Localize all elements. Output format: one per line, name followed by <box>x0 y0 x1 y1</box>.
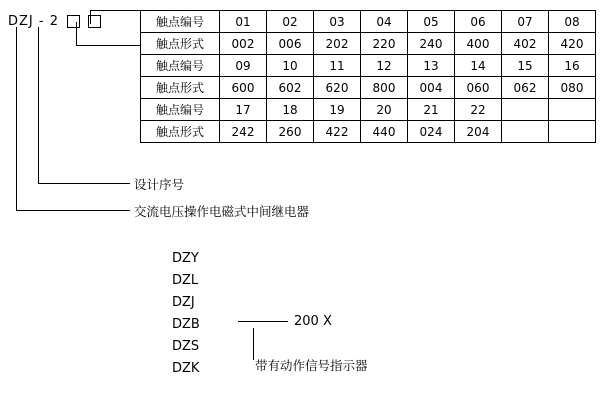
table-cell: 402 <box>502 33 549 55</box>
table-cell: 400 <box>455 33 502 55</box>
table-cell: 13 <box>408 55 455 77</box>
series-suffix: 200 X <box>294 314 332 329</box>
model-code-dash: - <box>38 14 45 29</box>
leader-line-relay-vertical <box>16 27 17 210</box>
series-item-dzj: DZJ <box>172 295 195 310</box>
row-label: 触点编号 <box>141 11 220 33</box>
model-code-prefix: DZJ <box>8 14 34 29</box>
table-cell: 14 <box>455 55 502 77</box>
leader-line-design-horizontal <box>38 183 130 184</box>
table-cell: 04 <box>361 11 408 33</box>
leader-line-box2-vertical <box>90 10 91 24</box>
leader-label-design-number: 设计序号 <box>134 177 185 192</box>
table-cell: 240 <box>408 33 455 55</box>
table-cell: 10 <box>267 55 314 77</box>
table-cell: 620 <box>314 77 361 99</box>
table-cell: 080 <box>549 77 596 99</box>
leader-line-design-vertical <box>38 27 39 183</box>
leader-line-box2-horizontal <box>90 10 140 11</box>
table-cell: 062 <box>502 77 549 99</box>
table-row <box>141 33 596 55</box>
table-cell: 05 <box>408 11 455 33</box>
table-cell: 06 <box>455 11 502 33</box>
table-cell: 242 <box>220 121 267 143</box>
table-cell: 440 <box>361 121 408 143</box>
model-code-box-1 <box>67 15 80 28</box>
row-label: 触点形式 <box>141 77 220 99</box>
table-row <box>141 99 596 121</box>
series-connector-line <box>238 321 288 322</box>
table-row <box>141 121 596 143</box>
table-cell: 006 <box>267 33 314 55</box>
table-cell: 800 <box>361 77 408 99</box>
row-label: 触点编号 <box>141 55 220 77</box>
row-label: 触点形式 <box>141 33 220 55</box>
table-cell: 08 <box>549 11 596 33</box>
series-item-dzb: DZB <box>172 317 200 332</box>
series-item-dzy: DZY <box>172 251 199 266</box>
table-cell: 220 <box>361 33 408 55</box>
table-cell: 18 <box>267 99 314 121</box>
contact-spec-table <box>140 10 596 143</box>
table-cell: 602 <box>267 77 314 99</box>
table-cell: 15 <box>502 55 549 77</box>
table-cell: 07 <box>502 11 549 33</box>
table-cell: 422 <box>314 121 361 143</box>
table-cell <box>502 121 549 143</box>
table-cell <box>549 99 596 121</box>
table-cell: 22 <box>455 99 502 121</box>
leader-label-relay-type: 交流电压操作电磁式中间继电器 <box>134 204 310 219</box>
table-cell: 20 <box>361 99 408 121</box>
table-cell <box>502 99 549 121</box>
table-row <box>141 55 596 77</box>
table-cell <box>549 121 596 143</box>
table-cell: 260 <box>267 121 314 143</box>
table-row <box>141 11 596 33</box>
series-list <box>172 248 200 380</box>
table-cell: 420 <box>549 33 596 55</box>
table-cell: 01 <box>220 11 267 33</box>
table-cell: 16 <box>549 55 596 77</box>
leader-line-box1-vertical-2 <box>76 22 77 45</box>
leader-line-box1-horizontal <box>76 45 140 46</box>
table-cell: 03 <box>314 11 361 33</box>
table-cell: 024 <box>408 121 455 143</box>
table-cell: 004 <box>408 77 455 99</box>
table-cell: 204 <box>455 121 502 143</box>
leader-line-relay-horizontal <box>16 210 130 211</box>
table-cell: 02 <box>267 11 314 33</box>
leader-line-indicator-vertical <box>253 328 254 360</box>
table-cell: 11 <box>314 55 361 77</box>
series-item-dzk: DZK <box>172 361 200 376</box>
table-cell: 060 <box>455 77 502 99</box>
table-row <box>141 77 596 99</box>
table-cell: 002 <box>220 33 267 55</box>
table-cell: 600 <box>220 77 267 99</box>
table-cell: 19 <box>314 99 361 121</box>
series-item-dzl: DZL <box>172 273 199 288</box>
table-cell: 202 <box>314 33 361 55</box>
row-label: 触点编号 <box>141 99 220 121</box>
table-cell: 09 <box>220 55 267 77</box>
series-item-dzs: DZS <box>172 339 200 354</box>
model-code-series-number: 2 <box>49 14 60 29</box>
indicator-note-label: 带有动作信号指示器 <box>255 358 368 373</box>
series-suffix-group <box>232 314 332 329</box>
table-cell: 12 <box>361 55 408 77</box>
model-code <box>8 14 101 29</box>
table-cell: 21 <box>408 99 455 121</box>
table-cell: 17 <box>220 99 267 121</box>
row-label: 触点形式 <box>141 121 220 143</box>
